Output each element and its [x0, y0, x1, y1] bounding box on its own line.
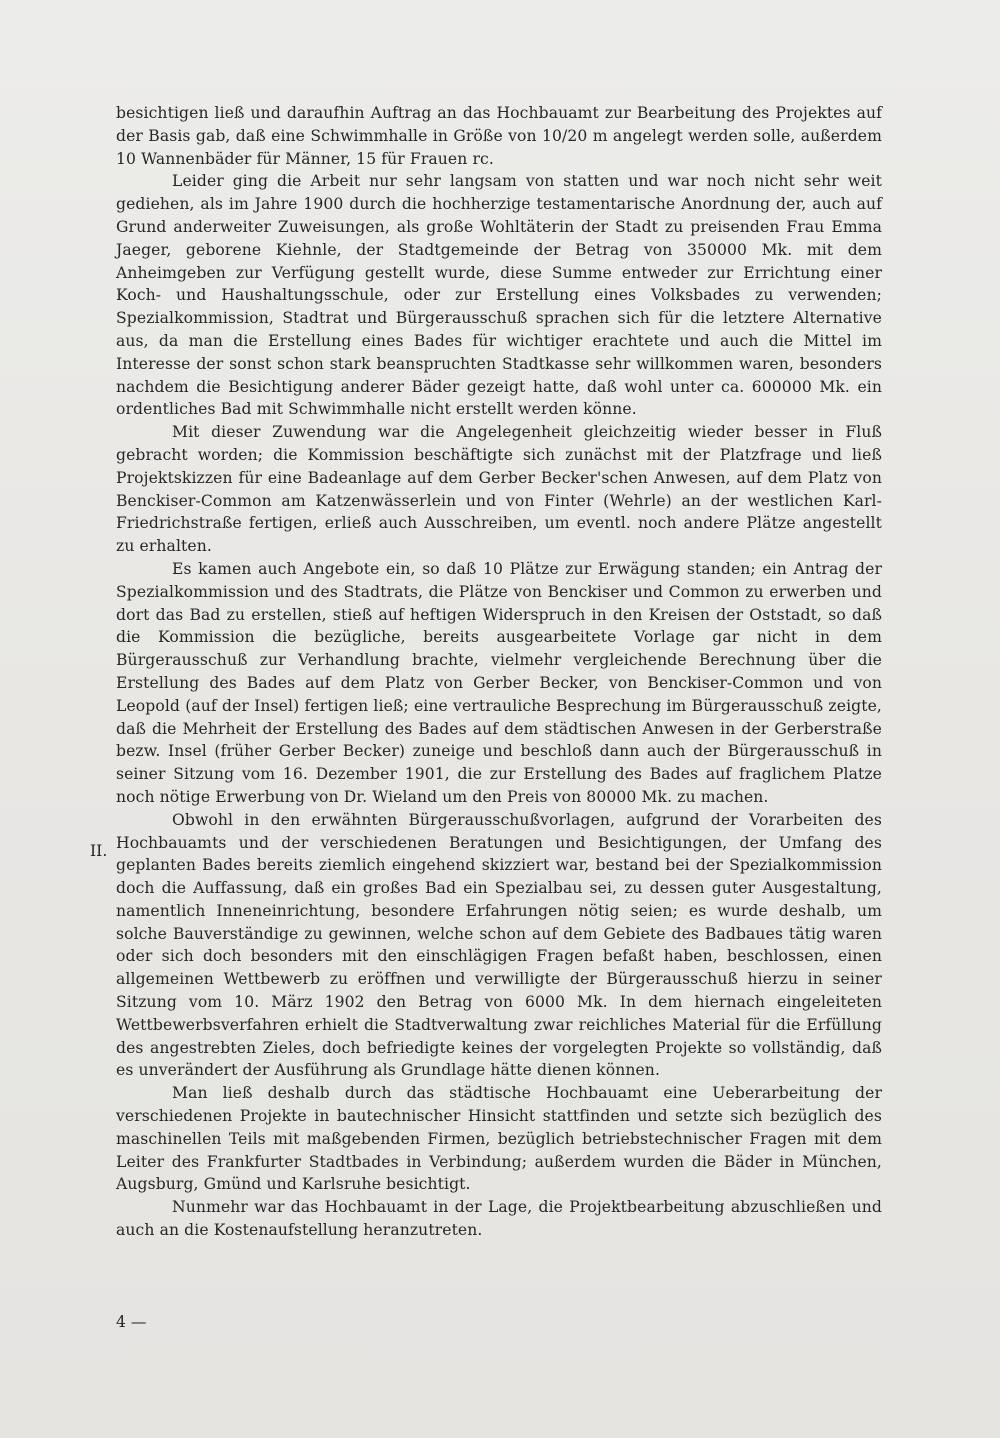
- page-number: 4 —: [116, 1313, 147, 1331]
- paragraph-site-question: Mit dieser Zuwendung war die Angelegenheit gleichzeitig wieder besser in Fluß gebracht worden; die Kommission beschäftigte sich zunächst mit der Platzfrage und ließ Projektskizzen für eine Badeanlage auf dem Gerber Becker'schen Anwesen, auf dem Platz von Benckiser-Common am Katzenwässerlein und von Finter (Wehrle) an der westlichen Karl-Friedrichstraße fertigen, erließ auch Ausschreiben, um eventl. noch andere Plätze angestellt zu erhalten.: [116, 423, 882, 556]
- paragraph-competition: Obwohl in den erwähnten Bürgerausschußvorlagen, aufgrund der Vorarbeiten des Hochbauamts und der verschiedenen Beratungen und Besichtigungen, der Umfang des geplanten Bades bereits ziemlich eingehend skizziert war, bestand bei der Spezialkommission doch die Auffassung, daß ein großes Bad ein Spezialbau sei, zu dessen guter Ausgestaltung, namentlich Inneneinrichtung, besondere Erfahrungen nötig seien; es wurde deshalb, um solche Bauverständige zu gewinnen, welche schon auf dem Gebiete des Badbaues tätig waren oder sich doch besonders mit den einschlägigen Fragen befaßt haben, beschlossen, einen allgemeinen Wettbewerb zu eröffnen und verwilligte der Bürgerausschuß hierzu in seiner Sitzung vom 10. März 1902 den Betrag von 6000 Mk. In dem hiernach eingeleiteten Wettbewerbsverfahren erhielt die Stadtverwaltung zwar reichliches Material für die Erfüllung des angestrebten Zieles, doch befriedigte keines der vorgelegten Projekte so vollständig, daß es unverändert der Ausführung als Grundlage hätte dienen können.: [116, 810, 882, 1080]
- paragraph-funding: Leider ging die Arbeit nur sehr langsam von statten und war noch nicht sehr weit gediehen, als im Jahre 1900 durch die hochherzige testamentarische Anordnung der, auch auf Grund anderweiter Zuweisungen, als große Wohltäterin der Stadt zu preisenden Frau Emma Jaeger, geborene Kiehnle, der Stadtgemeinde der Betrag von 350000 Mk. mit dem Anheimgeben zur Verfügung gestellt wurde, diese Summe entweder zur Errichtung einer Koch- und Haushaltungsschule, oder zur Erstellung eines Volksbades zu verwenden; Spezialkommission, Stadtrat und Bürgerausschuß sprachen sich für die letztere Alternative aus, da man die Erstellung eines Bades für wichtiger erachtete und auch die Mittel im Interesse der sonst schon stark beanspruchten Stadtkasse sehr willkommen waren, besonders nachdem die Besichtigung anderer Bäder gezeigt hatte, daß wohl unter ca. 600000 Mk. ein ordentliches Bad mit Schwimmhalle nicht erstellt werden könne.: [116, 172, 882, 419]
- paragraph-offers: Es kamen auch Angebote ein, so daß 10 Plätze zur Erwägung standen; ein Antrag der Spezialkommission und des Stadtrats, die Plätze von Benckiser und Common zu erwerben und dort das Bad zu erstellen, stieß auf heftigen Widerspruch in den Kreisen der Oststadt, so daß die Kommission die bezügliche, bereits ausgearbeitete Vorlage gar nicht in dem Bürgerausschuß zur Verhandlung brachte, vielmehr vergleichende Berechnung über die Erstellung des Bades auf dem Platz von Gerber Becker, von Benckiser-Common und von Leopold (auf der Insel) fertigen ließ; eine vertrauliche Besprechung im Bürgerausschuß zeigte, daß die Mehrheit der Erstellung des Bades auf dem städtischen Anwesen in der Gerberstraße bezw. Insel (früher Gerber Becker) zuneige und beschloß dann auch der Bürgerausschuß in seiner Sitzung vom 16. Dezember 1901, die zur Erstellung des Bades auf fraglichem Platze noch nötige Erwerbung von Dr. Wieland um den Preis von 80000 Mk. zu machen.: [116, 559, 882, 806]
- paragraph-conclusion: Nunmehr war das Hochbauamt in der Lage, die Projektbearbeitung abzuschließen und auch an die Kostenaufstellung heranzutreten.: [116, 1198, 882, 1240]
- body-text: [116, 102, 882, 1242]
- paragraph-revision: Man ließ deshalb durch das städtische Hochbauamt eine Ueberarbeitung der verschiedenen Projekte in bautechnischer Hinsicht stattfinden und setzte sich bezüglich des maschinellen Teils mit maßgebenden Firmen, bezüglich betriebstechnischer Fragen mit dem Leiter des Frankfurter Stadtbades in Verbindung; außerdem wurden die Bäder in München, Augsburg, Gmünd und Karlsruhe besichtigt.: [116, 1084, 882, 1194]
- section-marker: II.: [90, 842, 108, 860]
- paragraph-continuation: besichtigen ließ und daraufhin Auftrag an das Hochbauamt zur Bearbeitung des Projektes auf der Basis gab, daß eine Schwimmhalle in Größe von 10/20 m angelegt werden solle, außerdem 10 Wannenbäder für Männer, 15 für Frauen rc.: [116, 104, 882, 168]
